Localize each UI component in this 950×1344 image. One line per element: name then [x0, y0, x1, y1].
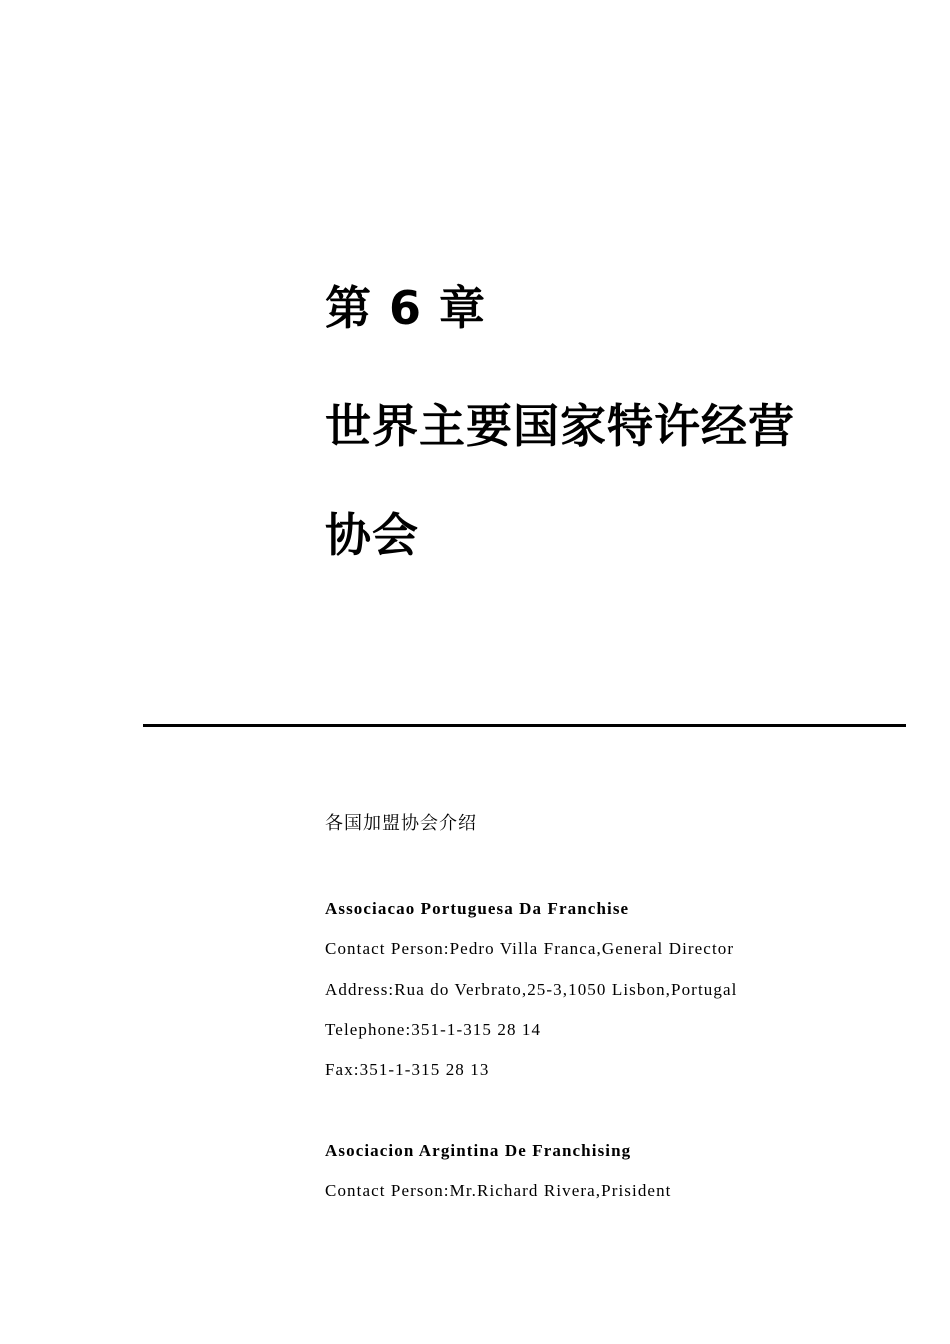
fax: Fax:351-1-315 28 13 [325, 1060, 490, 1080]
chapter-number: 第 6 章 [325, 281, 487, 335]
association-name: Asociacion Argintina De Franchising [325, 1141, 632, 1160]
association-name: Associacao Portuguesa Da Franchise [325, 899, 630, 918]
contact-person: Contact Person:Mr.Richard Rivera,Prisident [325, 1181, 672, 1201]
chapter-title-line-1: 世界主要国家特许经营 [325, 399, 795, 453]
telephone: Telephone:351-1-315 28 14 [325, 1019, 542, 1039]
association-entry [325, 897, 737, 1098]
section-heading: 各国加盟协会介绍 [325, 813, 477, 834]
chapter-title-line-2: 协会 [325, 508, 419, 562]
association-entry [325, 1139, 672, 1220]
address: Address:Rua do Verbrato,25-3,1050 Lisbon,Portugal [325, 979, 738, 999]
horizontal-divider [143, 724, 906, 727]
contact-person: Contact Person:Pedro Villa Franca,General Director [325, 939, 735, 959]
